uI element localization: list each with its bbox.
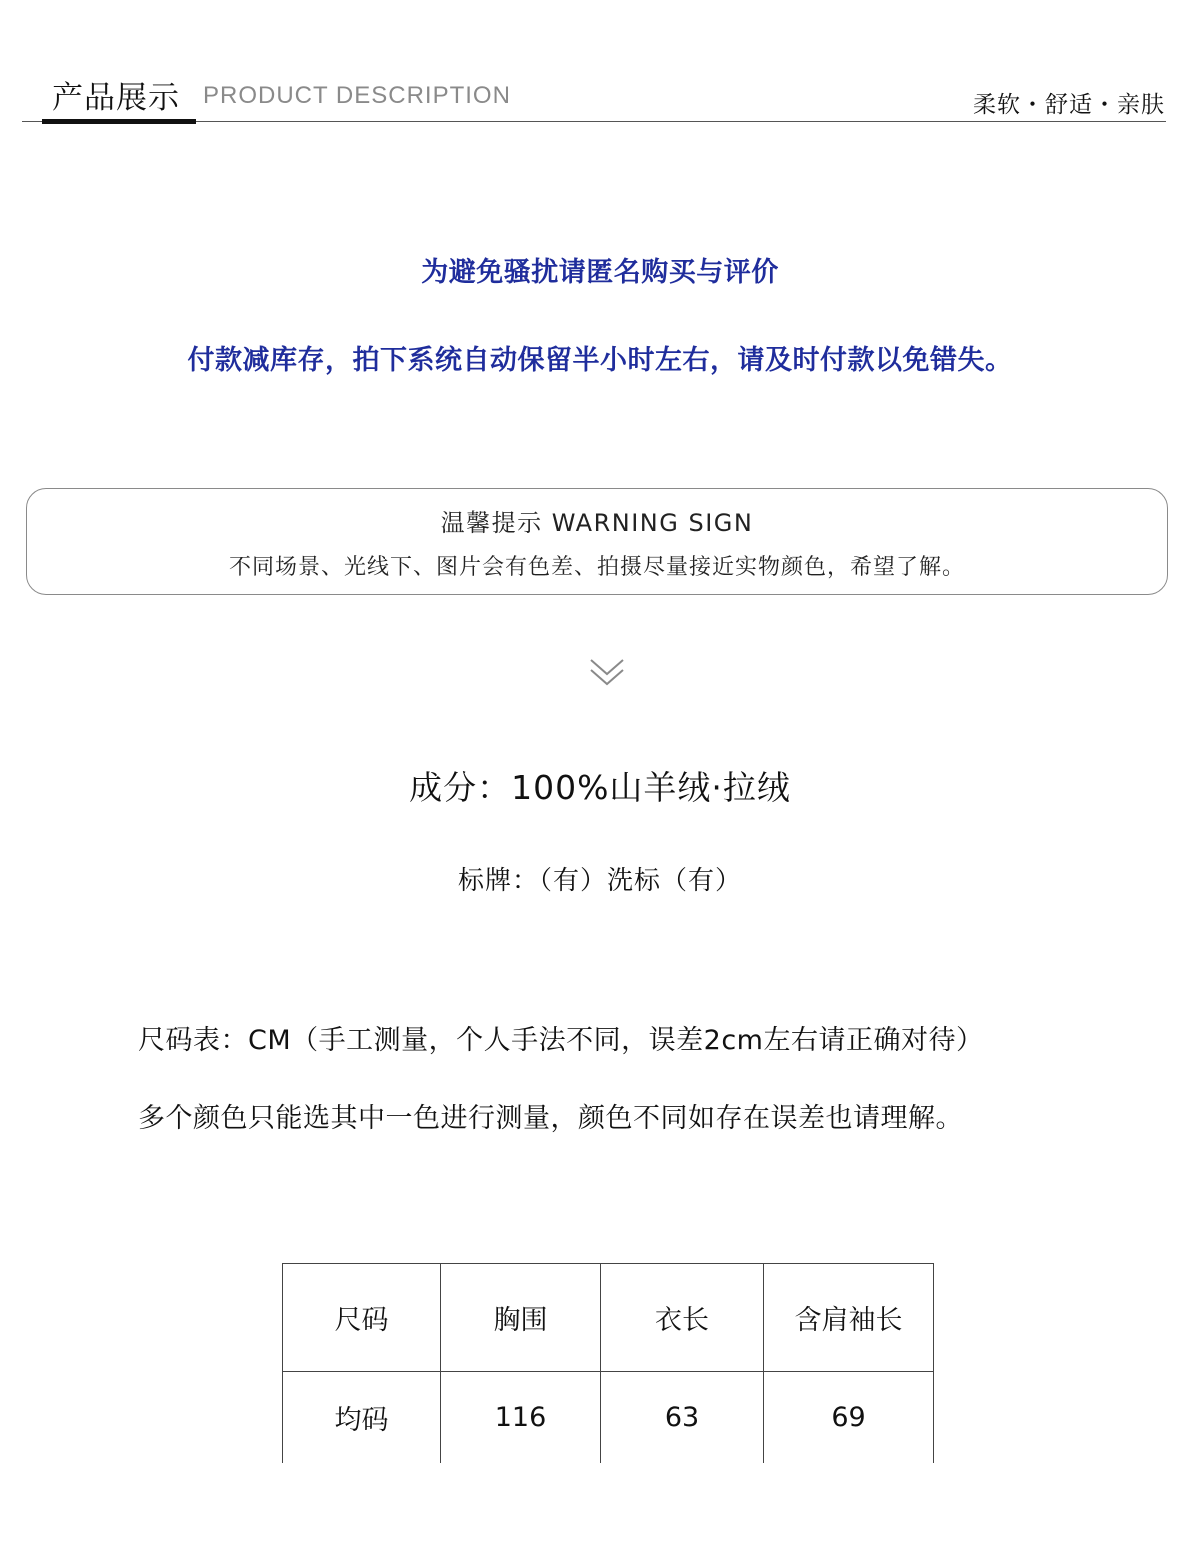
header-title: 产品展示 bbox=[52, 80, 180, 116]
label-info: 标牌：（有）洗标（有） bbox=[457, 866, 742, 896]
table-row bbox=[283, 1372, 934, 1464]
size-table-header-cell: 衣长 bbox=[601, 1264, 764, 1372]
notice-anonymous: 为避免骚扰请匿名购买与评价 bbox=[421, 257, 779, 288]
size-table-cell: 69 bbox=[764, 1372, 934, 1464]
warning-text: 不同场景、光线下、图片会有色差、拍摄尽量接近实物颜色，希望了解。 bbox=[228, 555, 965, 580]
warning-box bbox=[26, 488, 1168, 595]
size-table-header-row bbox=[283, 1264, 934, 1372]
header-subtitle: PRODUCT DESCRIPTION bbox=[203, 82, 511, 109]
header-tagline: 柔软・舒适・亲肤 bbox=[973, 92, 1165, 118]
composition: 成分：100%山羊绒·拉绒 bbox=[409, 768, 791, 807]
size-table-header-cell: 尺码 bbox=[283, 1264, 441, 1372]
size-table-cell: 63 bbox=[601, 1372, 764, 1464]
notice-payment: 付款减库存，拍下系统自动保留半小时左右，请及时付款以免错失。 bbox=[187, 345, 1013, 376]
size-note-measurement: 尺码表：CM（手工测量，个人手法不同，误差2cm左右请正确对待） bbox=[138, 1025, 984, 1056]
size-table-header-cell: 含肩袖长 bbox=[764, 1264, 934, 1372]
page-header bbox=[0, 0, 1200, 130]
size-note-color: 多个颜色只能选其中一色进行测量，颜色不同如存在误差也请理解。 bbox=[138, 1103, 963, 1134]
size-table-cell: 均码 bbox=[283, 1372, 441, 1464]
double-chevron-down-icon bbox=[587, 656, 627, 690]
size-table-cell: 116 bbox=[441, 1372, 601, 1464]
warning-title: 温馨提示 WARNING SIGN bbox=[440, 509, 754, 537]
header-accent-bar bbox=[42, 119, 196, 124]
size-table-header-cell: 胸围 bbox=[441, 1264, 601, 1372]
size-table bbox=[282, 1263, 934, 1463]
